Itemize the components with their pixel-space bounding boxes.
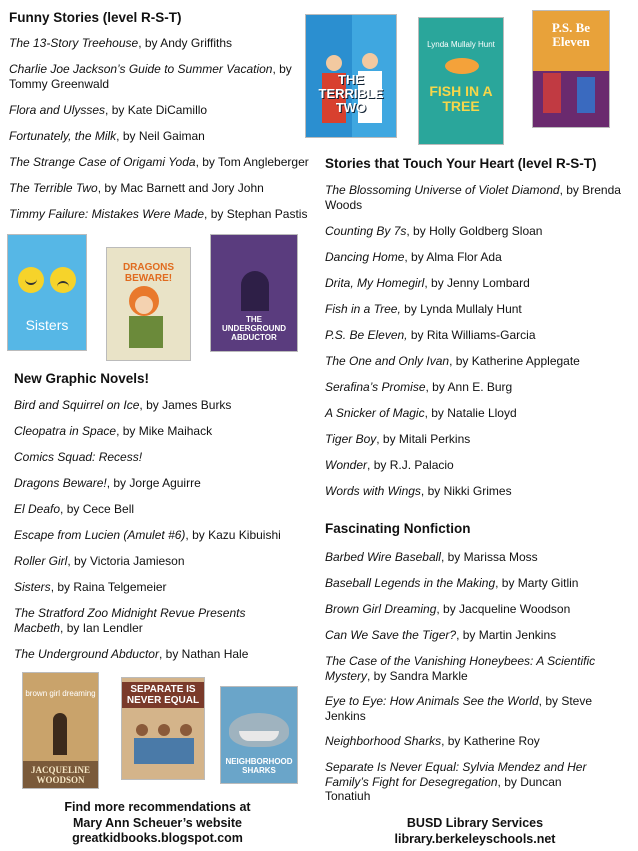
list-item: The One and Only Ivan, by Katherine Applegate: [325, 354, 580, 368]
list-item: Charlie Joe Jackson’s Guide to Summer Vacation, by Tommy Greenwald: [9, 62, 292, 91]
footer-library: BUSD Library Services library.berkeleyschools.net: [355, 816, 595, 847]
list-item: Tiger Boy, by Mitali Perkins: [325, 432, 471, 446]
list-item: Roller Girl, by Victoria Jamieson: [14, 554, 185, 568]
list-item: Bird and Squirrel on Ice, by James Burks: [14, 398, 232, 412]
cover-separate-is-never-equal: SEPARATE IS NEVER EQUAL: [121, 677, 205, 780]
cover-neighborhood-sharks: NEIGHBORHOOD SHARKS: [220, 686, 298, 784]
list-item: Timmy Failure: Mistakes Were Made, by Stephan Pastis: [9, 207, 308, 221]
list-item: The 13-Story Treehouse, by Andy Griffiths: [9, 36, 233, 50]
list-item: The Stratford Zoo Midnight Revue Presents Macbeth, by Ian Lendler: [14, 606, 246, 635]
footer-recommendations: Find more recommendations at Mary Ann Scheuer’s website greatkidbooks.blogspot.com: [20, 800, 295, 847]
list-item: Separate Is Never Equal: Sylvia Mendez and Her Family’s Fight for Desegregation, by Duncan Tonatiuh: [325, 760, 587, 803]
list-item: Comics Squad: Recess!: [14, 450, 143, 464]
list-item: Counting By 7s, by Holly Goldberg Sloan: [325, 224, 543, 238]
list-item: Fortunately, the Milk, by Neil Gaiman: [9, 129, 205, 143]
frown-icon: [57, 281, 69, 289]
list-item: Barbed Wire Baseball, by Marissa Moss: [325, 550, 538, 564]
list-item: Dancing Home, by Alma Flor Ada: [325, 250, 502, 264]
list-item: The Case of the Vanishing Honeybees: A Scientific Mystery, by Sandra Markle: [325, 654, 596, 683]
list-item: Dragons Beware!, by Jorge Aguirre: [14, 476, 201, 490]
list-item: Sisters, by Raina Telgemeier: [14, 580, 167, 594]
list-item: Serafina’s Promise, by Ann E. Burg: [325, 380, 513, 394]
cover-sisters: Sisters: [7, 234, 87, 351]
list-item: Baseball Legends in the Making, by Marty Gitlin: [325, 576, 579, 590]
list-item: Fish in a Tree, by Lynda Mullaly Hunt: [325, 302, 522, 316]
cover-terrible-two: THE TERRIBLE TWO: [305, 14, 397, 138]
library-link[interactable]: library.berkeleyschools.net: [394, 831, 556, 846]
list-item: Cleopatra in Space, by Mike Maihack: [14, 424, 213, 438]
list-item: Brown Girl Dreaming, by Jacqueline Woodson: [325, 602, 571, 616]
list-item: The Underground Abductor, by Nathan Hale: [14, 647, 249, 661]
funny-stories-heading: Funny Stories (level R-S-T): [9, 10, 182, 25]
list-item: Flora and Ulysses, by Kate DiCamillo: [9, 103, 208, 117]
cover-ps-be-eleven: P.S. Be Eleven: [532, 10, 610, 128]
list-item: Escape from Lucien (Amulet #6), by Kazu Kibuishi: [14, 528, 281, 542]
list-item: P.S. Be Eleven, by Rita Williams-Garcia: [325, 328, 536, 342]
list-item: Neighborhood Sharks, by Katherine Roy: [325, 734, 540, 748]
list-item: Can We Save the Tiger?, by Martin Jenkins: [325, 628, 557, 642]
list-item: Wonder, by R.J. Palacio: [325, 458, 454, 472]
cover-brown-girl-dreaming: brown girl dreaming JACQUELINE WOODSON: [22, 672, 99, 789]
nonfiction-heading: Fascinating Nonfiction: [325, 521, 471, 536]
graphic-novels-heading: New Graphic Novels!: [14, 371, 150, 386]
list-item: The Terrible Two, by Mac Barnett and Jory John: [9, 181, 264, 195]
cover-fish-in-a-tree: Lynda Mullaly Hunt FISH IN A TREE: [418, 17, 504, 145]
list-item: A Snicker of Magic, by Natalie Lloyd: [325, 406, 517, 420]
cover-underground-abductor: THE UNDERGROUND ABDUCTOR: [210, 234, 298, 352]
list-item: Drita, My Homegirl, by Jenny Lombard: [325, 276, 530, 290]
cover-dragons-beware: DRAGONS BEWARE!: [106, 247, 191, 361]
list-item: Eye to Eye: How Animals See the World, by Steve Jenkins: [325, 694, 593, 723]
list-item: Words with Wings, by Nikki Grimes: [325, 484, 512, 498]
list-item: El Deafo, by Cece Bell: [14, 502, 135, 516]
heart-stories-heading: Stories that Touch Your Heart (level R-S-T): [325, 156, 597, 171]
list-item: The Strange Case of Origami Yoda, by Tom Angleberger: [9, 155, 309, 169]
blog-link[interactable]: greatkidbooks.blogspot.com: [72, 831, 243, 845]
list-item: The Blossoming Universe of Violet Diamond, by Brenda Woods: [325, 183, 621, 212]
